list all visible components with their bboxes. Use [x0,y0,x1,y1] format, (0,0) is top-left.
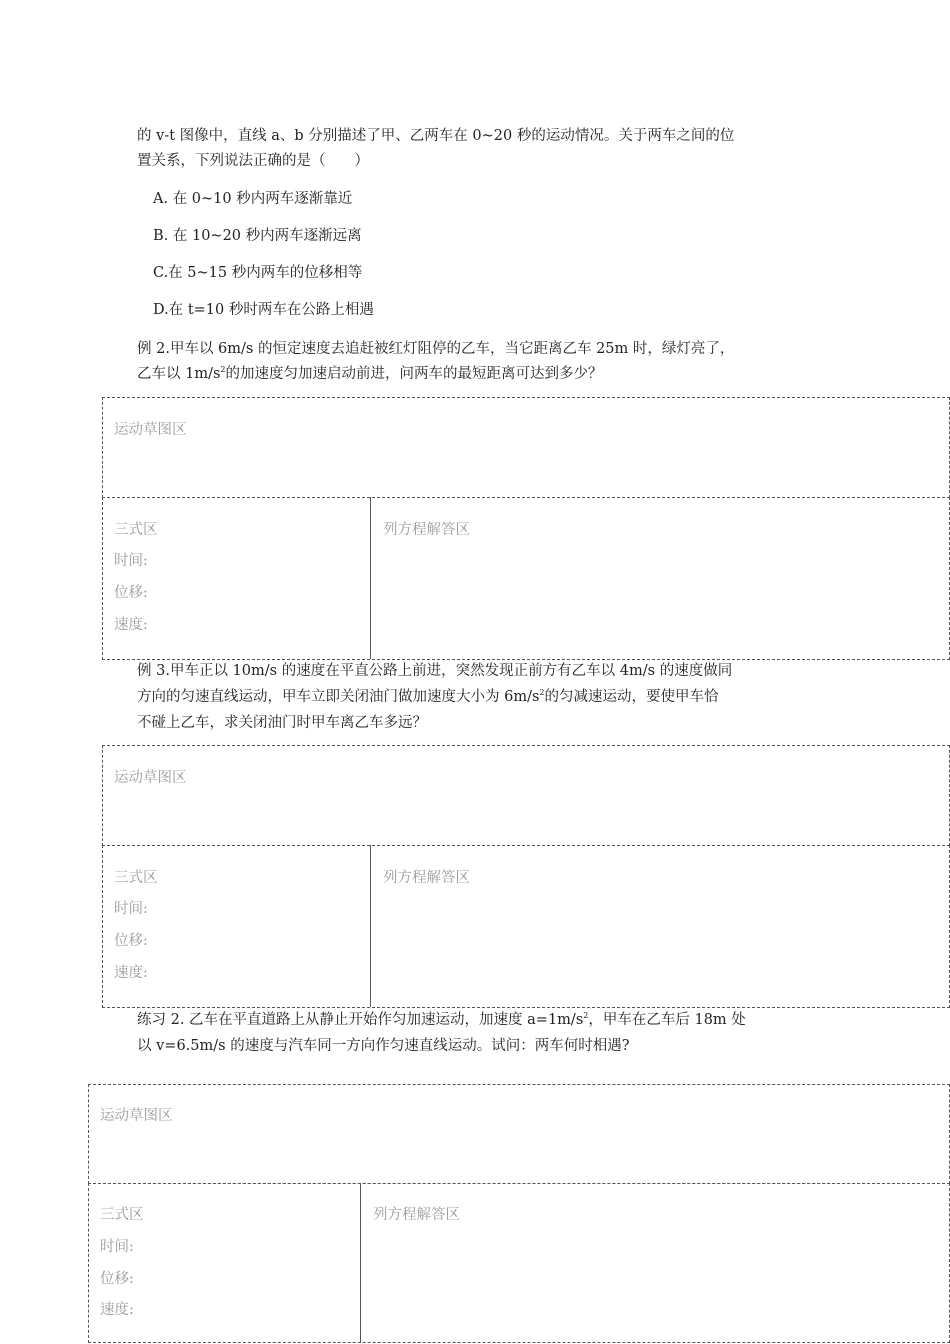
time-label: 时间: [114,553,148,569]
option-a: A. 在 0~10 秒内两车逐渐靠近 [153,191,353,207]
velocity-label: 速度: [114,965,148,981]
column-divider [370,497,371,659]
displacement-label: 位移: [100,1271,134,1287]
exercise2-line-2: 以 v=6.5m/s 的速度与汽车同一方向作匀速直线运动。试问：两车何时相遇? [137,1038,630,1054]
time-label: 时间: [114,901,148,917]
option-b: B. 在 10~20 秒内两车逐渐远离 [153,228,362,244]
option-d: D.在 t=10 秒时两车在公路上相遇 [153,302,374,318]
question-text-line-1: 的 v-t 图像中，直线 a、b 分别描述了甲、乙两车在 0~20 秒的运动情况。关于两车之间的位 [137,128,735,144]
sketch-area-label: 运动草图区 [114,422,187,438]
solution-area [88,1183,950,1343]
formula-area-label: 三式区 [114,522,158,538]
question-text-line-2: 置关系，下列说法正确的是（ ） [137,153,369,169]
example3-line-2: 方向的匀速直线运动，甲车立即关闭油门做加速度大小为 $6m/s^2$的匀减速运动，要使甲车恰 [137,688,719,705]
solution-area [102,845,950,1008]
example2-line-2: 乙车以 $1m/s^2$的加速度匀加速启动前进，问两车的最短距离可达到多少？ [137,365,603,382]
column-divider [370,845,371,1007]
formula-area-label: 三式区 [100,1207,144,1223]
sketch-area[interactable] [102,397,950,498]
exercise2-line-1: 练习 2. 乙车在平直道路上从静止开始作匀加速运动，加速度 $a=1m/s^2$，甲车在乙车后 18m 处 [137,1011,746,1028]
sketch-area-label: 运动草图区 [100,1108,173,1124]
column-divider [360,1183,361,1343]
example3-line-1: 例 3.甲车正以 10m/s 的速度在平直公路上前进，突然发现正前方有乙车以 4m/s 的速度做同 [137,663,733,679]
equation-area-label: 列方程解答区 [383,870,470,886]
sketch-area[interactable] [102,745,950,846]
displacement-label: 位移: [114,585,148,601]
displacement-label: 位移: [114,933,148,949]
solution-area [102,497,950,660]
time-label: 时间: [100,1239,134,1255]
velocity-label: 速度: [114,617,148,633]
example2-line-1: 例 2.甲车以 6m/s 的恒定速度去追赶被红灯阻停的乙车，当它距离乙车 25m 时，绿灯亮了， [137,341,735,357]
example3-line-3: 不碰上乙车，求关闭油门时甲车离乙车多远？ [137,715,427,731]
option-c: C.在 5~15 秒内两车的位移相等 [153,265,363,281]
equation-area-label: 列方程解答区 [373,1207,460,1223]
sketch-area[interactable] [88,1084,950,1184]
equation-area-label: 列方程解答区 [383,522,470,538]
sketch-area-label: 运动草图区 [114,770,187,786]
velocity-label: 速度: [100,1302,134,1318]
formula-area-label: 三式区 [114,870,158,886]
